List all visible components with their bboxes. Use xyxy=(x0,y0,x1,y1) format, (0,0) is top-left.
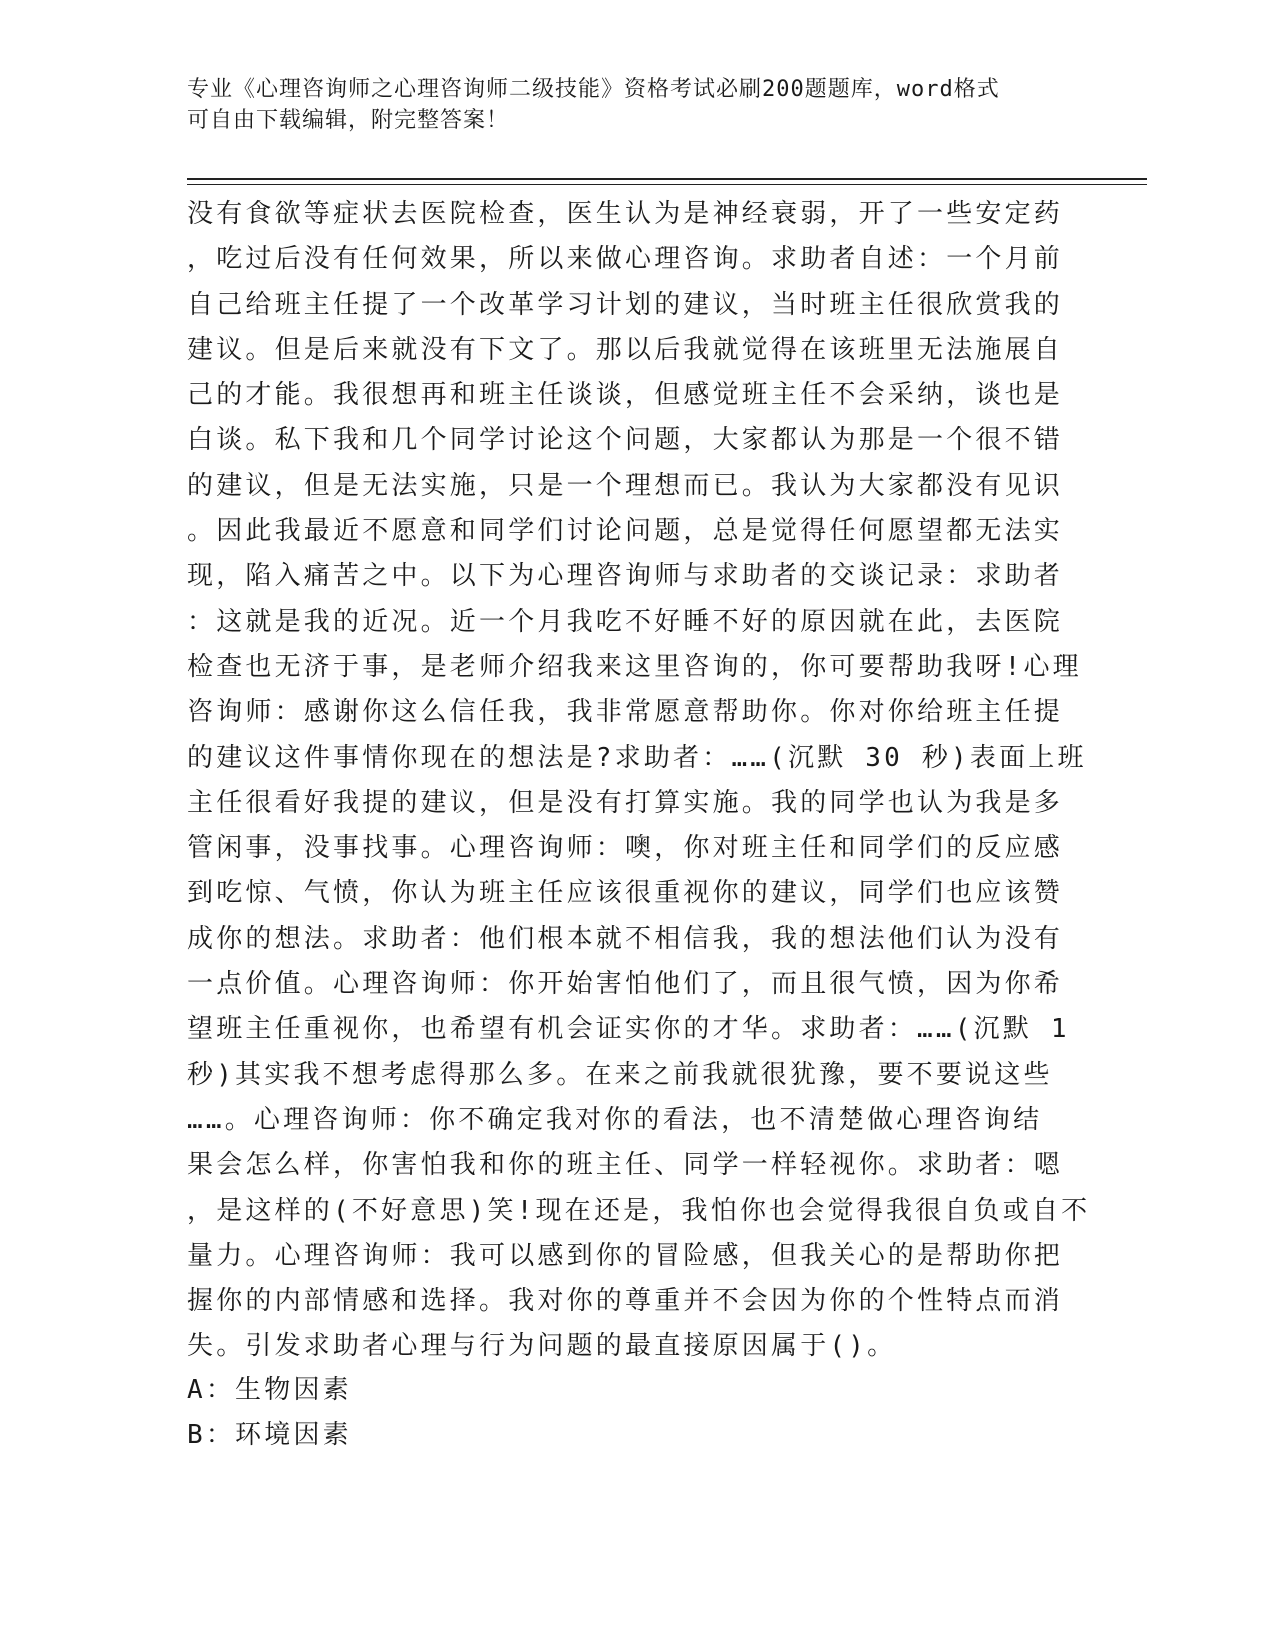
question-line: 一点价值。心理咨询师：你开始害怕他们了，而且很气愤，因为你希 xyxy=(187,969,1064,1000)
question-stem xyxy=(187,192,1091,1370)
question-line: ，是这样的(不好意思)笑!现在还是，我怕你也会觉得我很自负或自不 xyxy=(187,1195,1091,1226)
question-line: 管闲事，没事找事。心理咨询师：噢，你对班主任和同学们的反应感 xyxy=(187,833,1064,864)
answer-options xyxy=(187,1368,1067,1459)
question-line: 现，陷入痛苦之中。以下为心理咨询师与求助者的交谈记录：求助者 xyxy=(187,561,1064,592)
question-line: 没有食欲等症状去医院检查，医生认为是神经衰弱，开了一些安定药 xyxy=(187,199,1064,229)
question-line: 秒)其实我不想考虑得那么多。在来之前我就很犹豫，要不要说这些 xyxy=(187,1059,1053,1090)
question-line: 的建议这件事情你现在的想法是?求助者：……(沉默 30 秒)表面上班 xyxy=(187,742,1087,773)
question-line: 失。引发求助者心理与行为问题的最直接原因属于()。 xyxy=(187,1331,897,1362)
question-line: ：这就是我的近况。近一个月我吃不好睡不好的原因就在此，去医院 xyxy=(187,606,1064,637)
question-line: 的建议，但是无法实施，只是一个理想而已。我认为大家都没有见识 xyxy=(187,470,1064,501)
question-line: 果会怎么样，你害怕我和你的班主任、同学一样轻视你。求助者：嗯 xyxy=(187,1150,1064,1181)
option-b: B：环境因素 xyxy=(187,1420,352,1451)
header-divider-thick xyxy=(187,178,1147,180)
document-header xyxy=(187,74,1067,136)
question-line: 。因此我最近不愿意和同学们讨论问题，总是觉得任何愿望都无法实 xyxy=(187,516,1064,547)
question-line: 主任很看好我提的建议，但是没有打算实施。我的同学也认为我是多 xyxy=(187,787,1064,818)
question-line: 成你的想法。求助者：他们根本就不相信我，我的想法他们认为没有 xyxy=(187,923,1064,954)
question-line: 检查也无济于事，是老师介绍我来这里咨询的，你可要帮助我呀!心理 xyxy=(187,651,1082,682)
question-line: 到吃惊、气愤，你认为班主任应该很重视你的建议，同学们也应该赞 xyxy=(187,878,1064,909)
question-line: 白谈。私下我和几个同学讨论这个问题，大家都认为那是一个很不错 xyxy=(187,425,1064,456)
header-divider-thin xyxy=(187,184,1147,185)
header-title-line-2: 可自由下载编辑，附完整答案！ xyxy=(187,108,510,133)
question-line: 自己给班主任提了一个改革学习计划的建议，当时班主任很欣赏我的 xyxy=(187,289,1064,320)
question-line: 望班主任重视你，也希望有机会证实你的才华。求助者：……(沉默 1 xyxy=(187,1014,1070,1045)
question-line: ……。心理咨询师：你不确定我对你的看法，也不清楚做心理咨询结 xyxy=(187,1104,1043,1135)
question-line: 量力。心理咨询师：我可以感到你的冒险感，但我关心的是帮助你把 xyxy=(187,1240,1064,1271)
question-line: 建议。但是后来就没有下文了。那以后我就觉得在该班里无法施展自 xyxy=(187,334,1064,365)
question-line: 咨询师：感谢你这么信任我，我非常愿意帮助你。你对你给班主任提 xyxy=(187,697,1064,728)
header-title-line-1: 专业《心理咨询师之心理咨询师二级技能》资格考试必刷200题题库，word格式 xyxy=(187,77,1000,102)
question-line: ，吃过后没有任何效果，所以来做心理咨询。求助者自述：一个月前 xyxy=(187,244,1064,275)
option-a: A：生物因素 xyxy=(187,1375,352,1405)
question-line: 握你的内部情感和选择。我对你的尊重并不会因为你的个性特点而消 xyxy=(187,1286,1064,1317)
question-line: 己的才能。我很想再和班主任谈谈，但感觉班主任不会采纳，谈也是 xyxy=(187,380,1064,411)
